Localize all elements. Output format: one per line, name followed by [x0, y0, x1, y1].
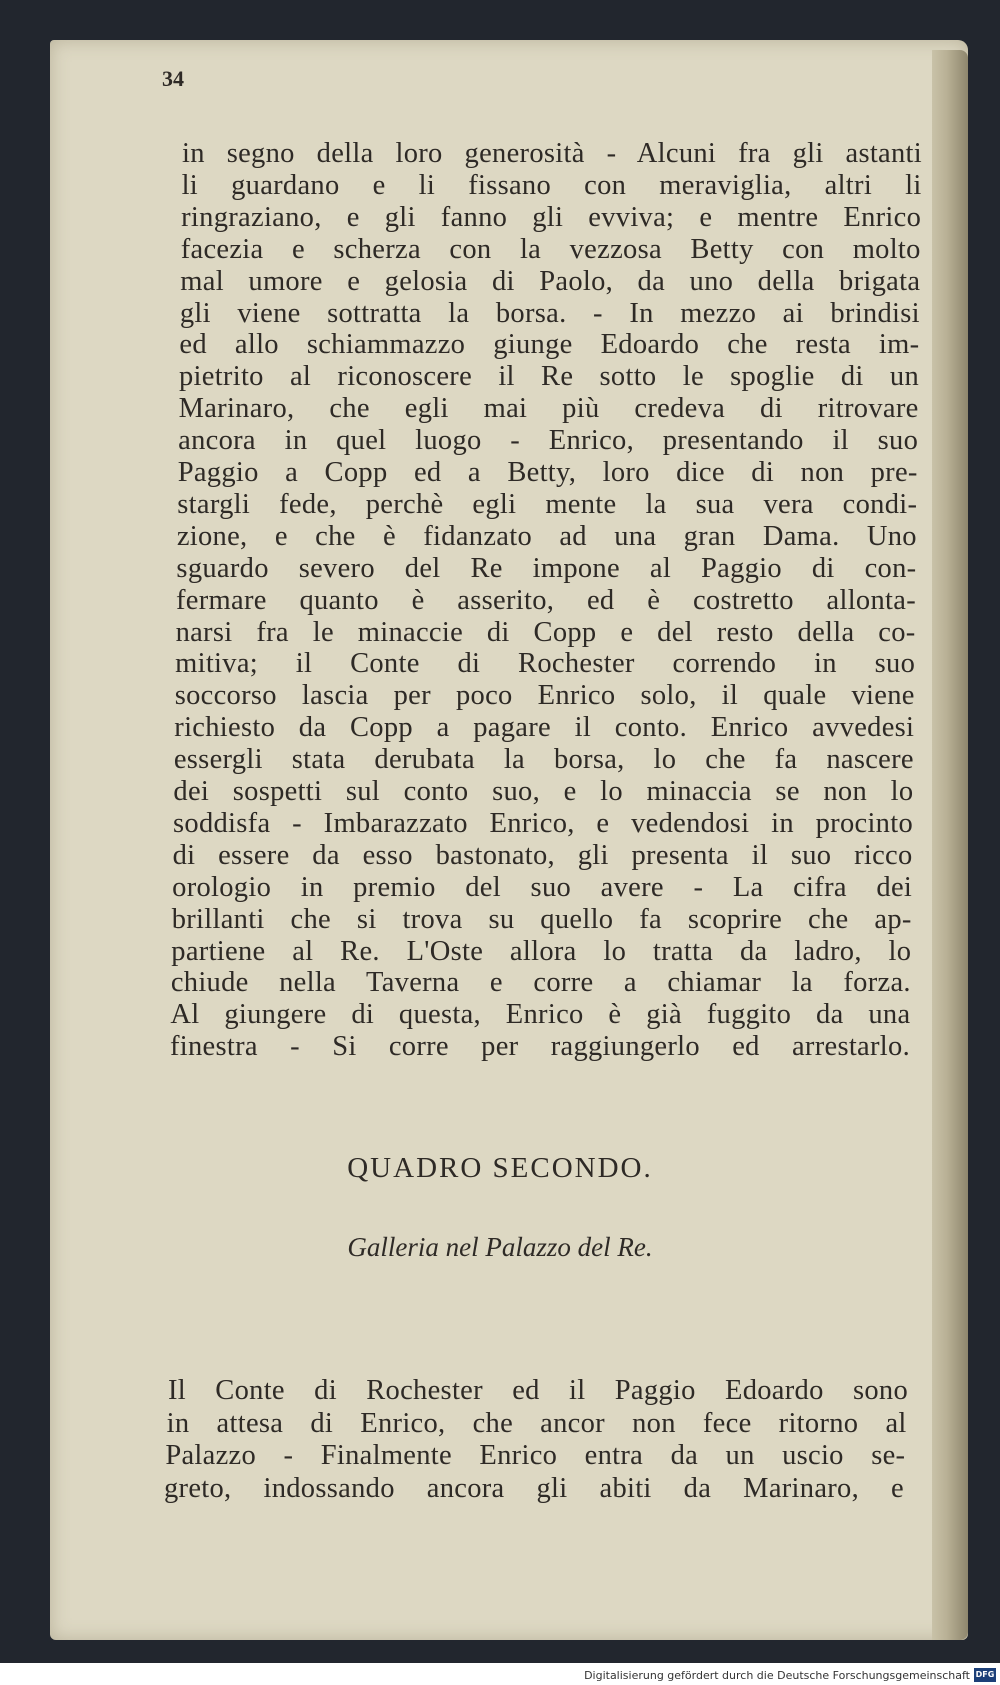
footer-credit: Digitalisierung gefördert durch die Deutsche Forschungsgemeinschaft	[584, 1669, 970, 1682]
text-line: facezia e scherza con la vezzosa Betty con molto	[180, 233, 921, 265]
text-line: essergli stata derubata la borsa, lo che fa nascere	[173, 744, 914, 776]
text-line: soccorso lascia per poco Enrico solo, il quale viene	[174, 680, 915, 712]
text-line: stargli fede, perchè egli mente la sua vera condi-	[177, 488, 918, 520]
text-line: pietrito al riconoscere il Re sotto le spoglie di un	[179, 361, 919, 393]
text-line: ringraziano, e gli fanno gli evviva; e mentre Enrico	[181, 201, 922, 233]
text-line: Marinaro, che egli mai più credeva di ritrovare	[178, 393, 919, 425]
text-line: ancora in quel luogo - Enrico, presentando il suo	[178, 425, 919, 457]
text-line: fermare quanto è asserito, ed è costretto allonta-	[176, 584, 916, 616]
text-line: Palazzo - Finalmente Enrico entra da un uscio se-	[165, 1440, 906, 1471]
text-line: chiude nella Taverna e corre a chiamar la forza.	[170, 967, 911, 999]
text-line: richiesto da Copp a pagare il conto. Enrico avvedesi	[174, 712, 915, 744]
text-line: li guardano e li fissano con meraviglia, altri li	[181, 169, 922, 201]
text-line: dei sospetti sul conto suo, e lo minaccia se non lo	[173, 776, 914, 807]
page-number: 34	[162, 66, 184, 91]
text-line: sguardo severo del Re impone al Paggio di con-	[176, 552, 917, 584]
text-line: di essere da esso bastonato, gli presenta il suo ricco	[172, 839, 913, 871]
text-line: brillanti che si trova su quello fa scoprire che ap-	[171, 903, 912, 935]
text-line: in segno della loro generosità - Alcuni fra gli astanti	[182, 138, 922, 169]
text-line: finestra - Si corre per raggiungerlo ed arrestarlo.	[170, 1031, 910, 1063]
dfg-logo: DFG	[974, 1668, 996, 1682]
footer-bar	[0, 1663, 1000, 1685]
text-line: ed allo schiammazzo giunge Edoardo che resta im-	[179, 329, 920, 361]
section-subtitle: Galleria nel Palazzo del Re.	[347, 1232, 653, 1262]
text-line: Il Conte di Rochester ed il Paggio Edoardo sono	[168, 1375, 908, 1406]
text-line: mal umore e gelosia di Paolo, da uno della brigata	[180, 265, 921, 297]
text-line: narsi fra le minaccie di Copp e del resto della co-	[175, 616, 916, 648]
text-line: zione, e che è fidanzato ad una gran Dama. Uno	[176, 520, 917, 552]
text-line: mitiva; il Conte di Rochester correndo in suo	[175, 648, 916, 680]
text-line: Paggio a Copp ed a Betty, loro dice di non pre-	[177, 457, 918, 488]
text-line: gli viene sottratta la borsa. - In mezzo ai brindisi	[179, 297, 920, 329]
page-edge	[932, 50, 968, 1640]
text-line: orologio in premio del suo avere - La cifra dei	[172, 871, 913, 903]
text-line: greto, indossando ancora gli abiti da Marinaro, e	[164, 1472, 904, 1504]
text-line: soddisfa - Imbarazzato Enrico, e vedendosi in procinto	[173, 807, 913, 839]
text-line: partiene al Re. L'Oste allora lo tratta da ladro, lo	[171, 935, 912, 967]
text-line: Al giungere di questa, Enrico è già fuggito da una	[170, 999, 911, 1031]
section-title: QUADRO SECONDO.	[347, 1152, 653, 1184]
text-line: in attesa di Enrico, che ancor non fece ritorno al	[166, 1407, 907, 1439]
